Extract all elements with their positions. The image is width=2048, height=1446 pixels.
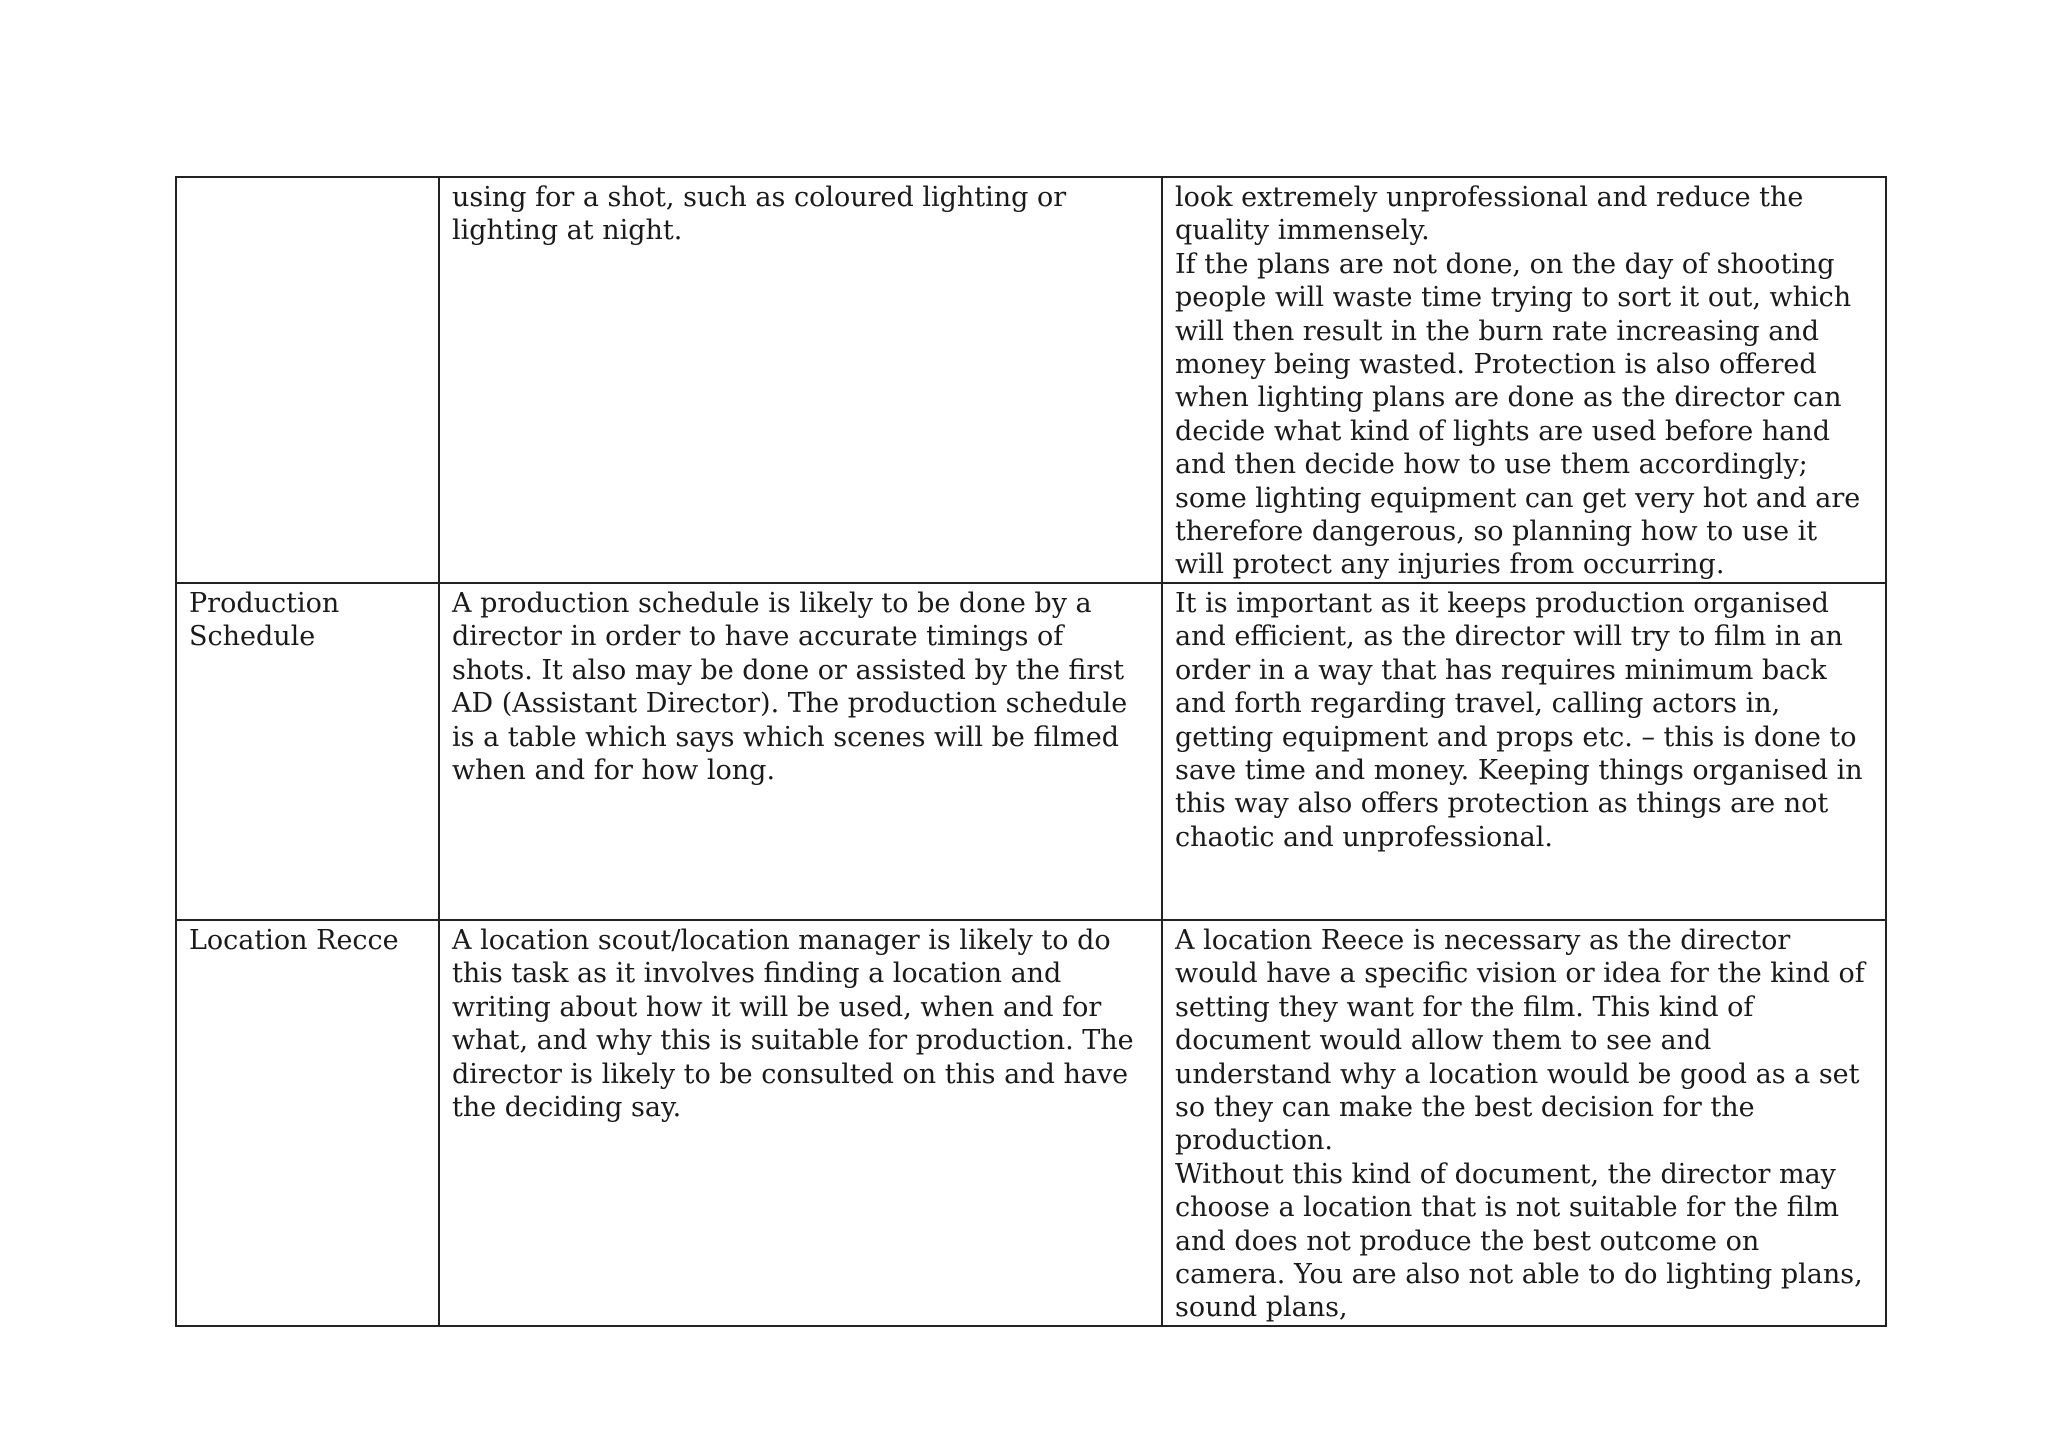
row-label-cell: [176, 177, 439, 583]
who-cell: [439, 177, 1162, 583]
planning-documents-table: [175, 176, 1887, 1327]
row-label: Production Schedule: [189, 587, 340, 653]
why-text: look extremely unprofessional and reduce the quality immensely. If the plans are not done, on the day of shooting people will waste time trying to sort it out, which will then result in the burn rate increasing and money being wasted. Protection is also offered when lighting plans are done as the director can decide what kind of lights are used before hand and then decide how to use them accordingly; some lighting equipment can get very hot and are therefore dangerous, so planning how to use it will protect any injuries from occurring.: [1175, 182, 1861, 581]
who-text: using for a shot, such as coloured lighting or lighting at night.: [452, 182, 1067, 247]
table-row: [176, 177, 1886, 583]
why-text: A location Reece is necessary as the director would have a specific vision or idea for the kind of setting they want for the film. This kind of document would allow them to see and understand why a location would be good as a set so they can make the best decision for the production. Without this kind of document, the director may choose a location that is not suitable for the film and does not produce the best outcome on camera. You are also not able to do lighting plans, sound plans,: [1175, 924, 1865, 1324]
why-text: It is important as it keeps production organised and efficient, as the director will try to film in an order in a way that has requires minimum back and forth regarding travel, calling actors in, getting equipment and props etc. – this is done to save time and money. Keeping things organised in this way also offers protection as things are not chaotic and unprofessional.: [1175, 587, 1863, 853]
row-label: Location Recce: [189, 924, 399, 956]
row-label-cell: [176, 583, 439, 920]
who-cell: [439, 920, 1162, 1326]
why-cell: [1162, 920, 1886, 1326]
who-cell: [439, 583, 1162, 920]
who-text: A production schedule is likely to be done by a director in order to have accurate timings of shots. It also may be done or assisted by the first AD (Assistant Director). The production schedule is a table which says which scenes will be filmed when and for how long.: [452, 587, 1128, 786]
table-row: [176, 920, 1886, 1326]
who-text: A location scout/location manager is likely to do this task as it involves finding a location and writing about how it will be used, when and for what, and why this is suitable for production. The director is likely to be consulted on this and have the deciding say.: [452, 924, 1134, 1123]
row-label-cell: [176, 920, 439, 1326]
why-cell: [1162, 177, 1886, 583]
why-cell: [1162, 583, 1886, 920]
table-row: [176, 583, 1886, 920]
